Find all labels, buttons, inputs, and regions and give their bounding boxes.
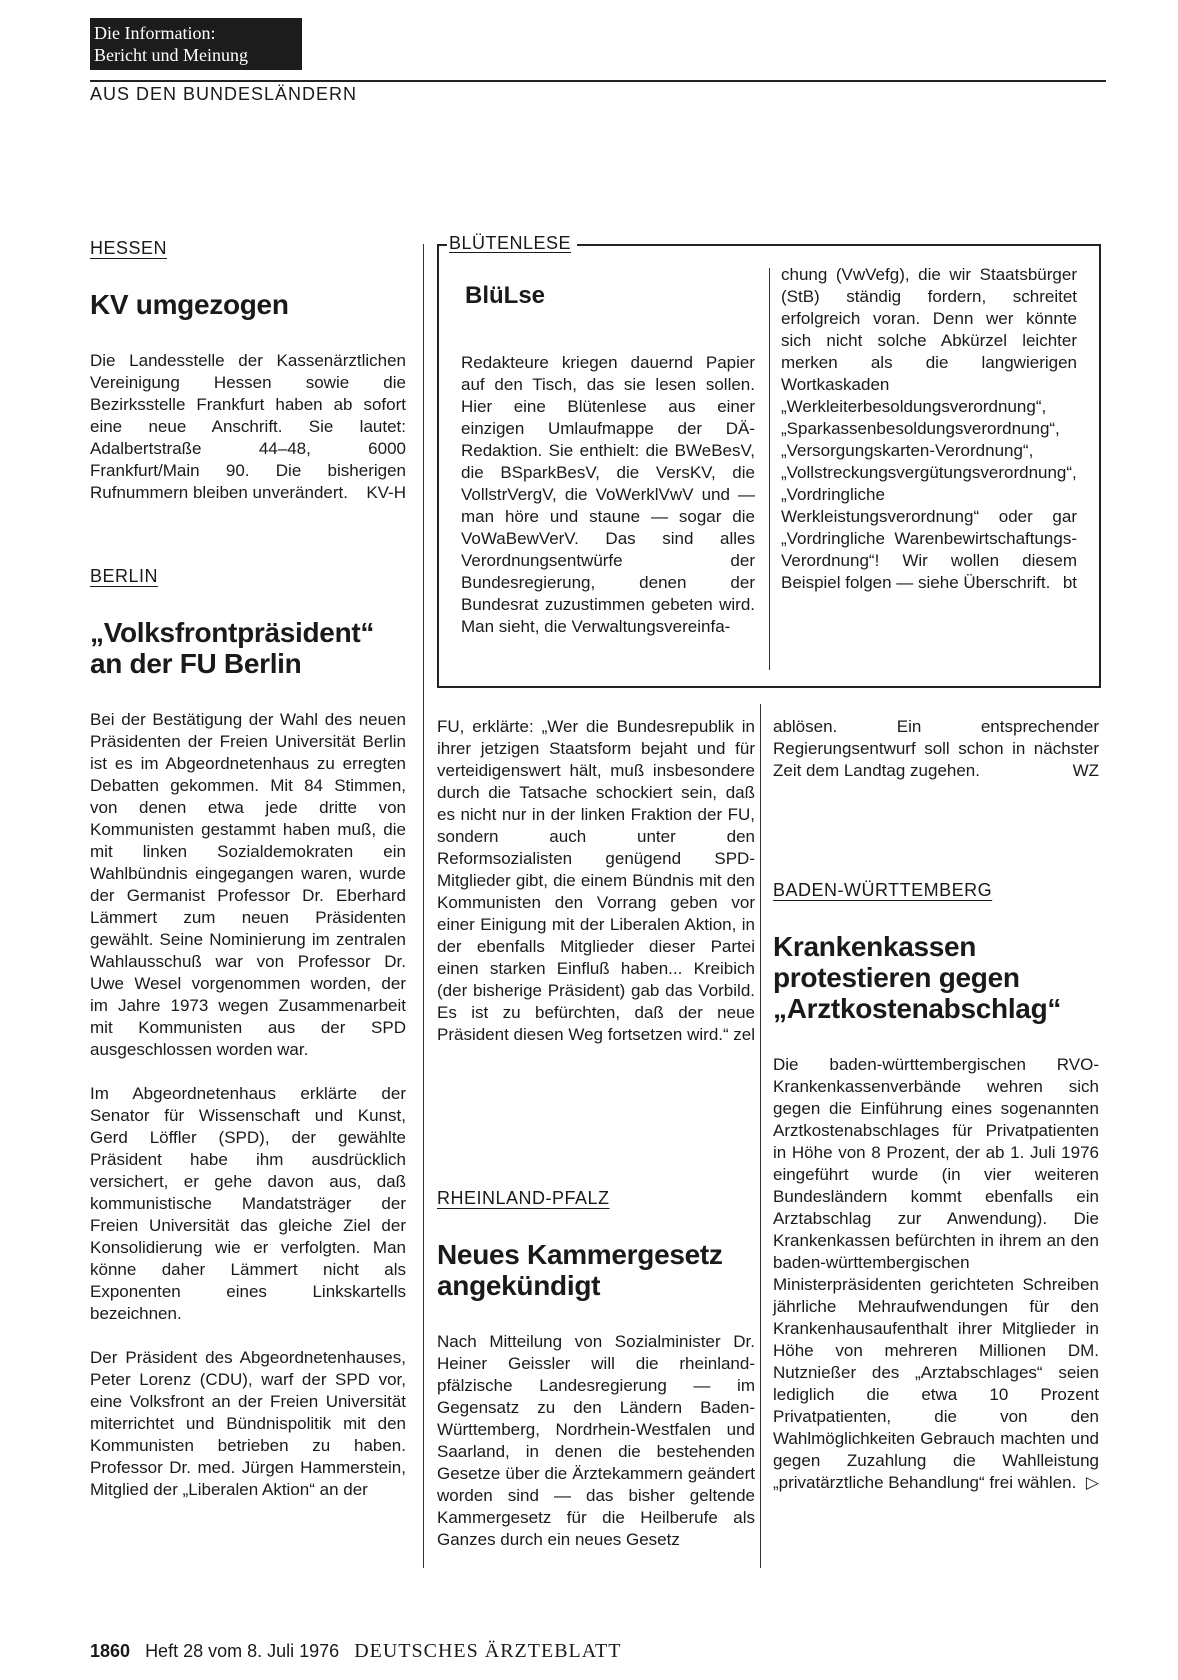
body-hessen bbox=[90, 350, 406, 504]
headline-berlin-line-2: an der FU Berlin bbox=[90, 648, 302, 679]
signature-rheinland: WZ bbox=[1072, 761, 1099, 780]
headline-rheinland-line-2: angekündigt bbox=[437, 1270, 601, 1301]
bluetenlese-headline: BlüLse bbox=[465, 282, 546, 309]
berlin-paragraph-4-text: FU, erklärte: „Wer die Bundesrepublik in ihrer jetzigen Staatsform bejaht und für verteidigenswert hält, muß insbesondere durch die Tatsache schockiert sein, daß es nicht nur in der linken Fraktion der FU, sondern auch unter den Reformsozialisten genügend SPD-Mitglieder gibt, die einem Bündnis mit den Kommunisten den Vorrang geben vor einer Einigung mit der Liberalen Aktion, in der ebenfalls Mitglieder dieser Partei einen starken Einfluß haben... Kreibich (der bisherige Präsident) gab das Vorbild. Es ist zu befürchten, daß der neue Präsident diesen Weg fortsetzen wird.“ bbox=[437, 717, 755, 1044]
page-footer bbox=[90, 1640, 621, 1663]
article-rheinland-pfalz bbox=[437, 1188, 755, 1551]
signature-berlin: zel bbox=[733, 1025, 755, 1044]
article-hessen bbox=[90, 238, 406, 504]
issue-info: Heft 28 vom 8. Juli 1976 bbox=[145, 1641, 340, 1661]
column-rule-2 bbox=[760, 704, 761, 1568]
region-label-hessen: HESSEN bbox=[90, 238, 168, 258]
region-label-rheinland-pfalz: RHEINLAND-PFALZ bbox=[437, 1188, 610, 1208]
article-rheinland-continued bbox=[773, 716, 1099, 782]
section-badge bbox=[90, 18, 302, 70]
berlin-paragraph-1: Bei der Bestätigung der Wahl des neuen Präsidenten der Freien Universität Berlin ist es im Abgeordnetenhaus zu erregten Debatten gekommen. Mit 84 Stimmen, von denen etwa jede dritte von Kommunisten gestammt haben muß, die mit linken Sozialdemokraten ein Wahlbündnis eingegangen waren, wurde der Germanist Professor Dr. Eberhard Lämmert zum neuen Präsidenten gewählt. Seine Nominierung im zentralen Wahlausschuß war von Professor Dr. Uwe Wesel vorgenommen worden, der im Jahre 1973 wegen Zusammenarbeit mit Kommunisten aus der SPD ausgeschlossen worden war. bbox=[90, 710, 406, 1059]
magazine-name: DEUTSCHES ÄRZTEBLATT bbox=[354, 1640, 622, 1662]
column-rule-1 bbox=[423, 244, 424, 1568]
bluetenlese-right-text: chung (VwVefg), die wir Staatsbürger (StB) ständig fordern, schreitet erfolgreich voran. Denn wer könnte sich nicht solche Abkürzel leichter merken als die langwierigen Wortkaskaden „Werkleiterbesoldungsverordnung“, „Sparkassenbesoldungsverordnung“, „Versorgungskarten-Verordnung“, „Vollstreckungsvergütungsverordnung“, „Vordringliche Werkleistungsverordnung“ oder gar „Vordringliche Warenbewirtschaftungs-Verordnung“! Wir wollen diesem Beispiel folgen — siehe Überschrift. bbox=[781, 265, 1077, 592]
headline-berlin bbox=[90, 617, 406, 679]
berlin-paragraph-4 bbox=[437, 716, 755, 1046]
article-berlin-continued bbox=[437, 716, 755, 1046]
signature-hessen: KV-H bbox=[366, 483, 406, 502]
headline-berlin-line-1: „Volksfrontpräsident“ bbox=[90, 617, 375, 648]
region-label-baden-wuerttemberg: BADEN-WÜRTTEMBERG bbox=[773, 880, 993, 900]
bluetenlese-right bbox=[781, 264, 1077, 594]
headline-rheinland-pfalz bbox=[437, 1239, 755, 1301]
headline-hessen: KV umgezogen bbox=[90, 289, 289, 320]
headline-baden-wuerttemberg bbox=[773, 931, 1099, 1024]
article-berlin bbox=[90, 566, 406, 1501]
badge-line-1: Die Information: bbox=[94, 23, 216, 43]
rheinland-paragraph-2-text: ablösen. Ein entsprechender Regierungsentwurf soll schon in nächster Zeit dem Landtag zugehen. bbox=[773, 717, 1099, 780]
headline-bawue-line-2: protestieren gegen bbox=[773, 962, 1020, 993]
bluetenlese-left-text: Redakteure kriegen dauernd Papier auf den Tisch, das sie lesen sollen. Hier eine Blütenlese aus einer einzigen Umlaufmappe der DÄ-Redaktion. Sie enthielt: die BWeBesV, die BSparkBesV, die VersKV, die VollstrVergV, die VoWerklVwV und — man höre und staune — sogar die VoWaBewVerV. Das sind alles Verordnungsentwürfe der Bundesregierung, denen der Bundesrat zuzustimmen gebeten wird. Man sieht, die Verwaltungsvereinfa- bbox=[461, 353, 755, 636]
article-baden-wuerttemberg bbox=[773, 880, 1099, 1494]
region-label-berlin: BERLIN bbox=[90, 566, 159, 586]
headline-bawue-line-3: „Arztkostenabschlag“ bbox=[773, 993, 1062, 1024]
bluetenlese-label: BLÜTENLESE bbox=[447, 233, 577, 254]
badge-line-2: Bericht und Meinung bbox=[94, 45, 248, 65]
headline-bawue-line-1: Krankenkassen bbox=[773, 931, 977, 962]
rheinland-paragraph-1: Nach Mitteilung von Sozialminister Dr. Heiner Geissler will die rheinland-pfälzische Landesregierung — im Gegensatz zu den Ländern Baden-Württemberg, Nordrhein-Westfalen und Saarland, in denen die bestehenden Gesetze über die Ärztekammern geändert worden sind — das bisher geltende Kammergesetz für die Heilberufe als Ganzes durch ein neues Gesetz bbox=[437, 1332, 755, 1549]
berlin-paragraph-3: Der Präsident des Abgeordnetenhauses, Peter Lorenz (CDU), warf der SPD vor, eine Volksfront an der Freien Universität miterrichtet und Bündnispolitik mit den Kommunisten betrieben zu haben. Professor Dr. med. Jürgen Hammerstein, Mitglied der „Liberalen Aktion“ an der bbox=[90, 1348, 406, 1499]
section-title: AUS DEN BUNDESLÄNDERN bbox=[90, 84, 358, 104]
bluetenlese-column-rule bbox=[769, 268, 770, 670]
bawue-body-text: Die baden-württembergischen RVO-Krankenkassenverbände wehren sich gegen die Einführung eines sogenannten Arztkostenabschlages für Privatpatienten in Höhe von 8 Prozent, der ab 1. Juli 1976 eingeführt wurde (in vier weiteren Bundesländern kommt ebenfalls ein Arztabschlag zur Anwendung). Die Krankenkassen befürchten in ihrem an den baden-württembergischen Ministerpräsidenten gerichteten Schreiben jährliche Mehraufwendungen für den Krankenhausaufenthalt ihrer Mitglieder in Höhe von mehreren Millionen DM. Nutznießer des „Arztabschlages“ seien lediglich die etwa 10 Prozent Privatpatienten, die von den Wahlmöglichkeiten Gebrauch machten und gegen Zuzahlung die Wahlleistung „privatärztliche Behandlung“ frei wählen. bbox=[773, 1055, 1099, 1492]
berlin-paragraph-2: Im Abgeordnetenhaus erklärte der Senator für Wissenschaft und Kunst, Gerd Löffler (SPD), der gewählte Präsident habe ihm ausdrücklich versichert, er gehe davon aus, daß kommunistische Mandatsträger der Freien Universität das gleiche Ziel der Konsolidierung wie er verfolgten. Man könne daher Lämmert nicht als Exponenten eines Linkskartells bezeichnen. bbox=[90, 1084, 406, 1323]
bawue-body bbox=[773, 1054, 1099, 1494]
bluetenlese-box bbox=[437, 233, 1101, 688]
rheinland-paragraph-2 bbox=[773, 716, 1099, 782]
headline-rheinland-line-1: Neues Kammergesetz bbox=[437, 1239, 723, 1270]
signature-bluetenlese: bt bbox=[1062, 573, 1077, 592]
page-number: 1860 bbox=[90, 1641, 131, 1661]
continue-arrow-icon: ▷ bbox=[1085, 1473, 1099, 1492]
header-rule bbox=[90, 80, 1106, 82]
body-hessen-text: Die Landesstelle der Kassenärztlichen Vereinigung Hessen sowie die Bezirksstelle Frankfurt haben ab sofort eine neue Anschrift. Sie lautet: Adalbertstraße 44–48, 6000 Frankfurt/Main 90. Die bisherigen Rufnummern bleiben unverändert. bbox=[90, 351, 406, 502]
